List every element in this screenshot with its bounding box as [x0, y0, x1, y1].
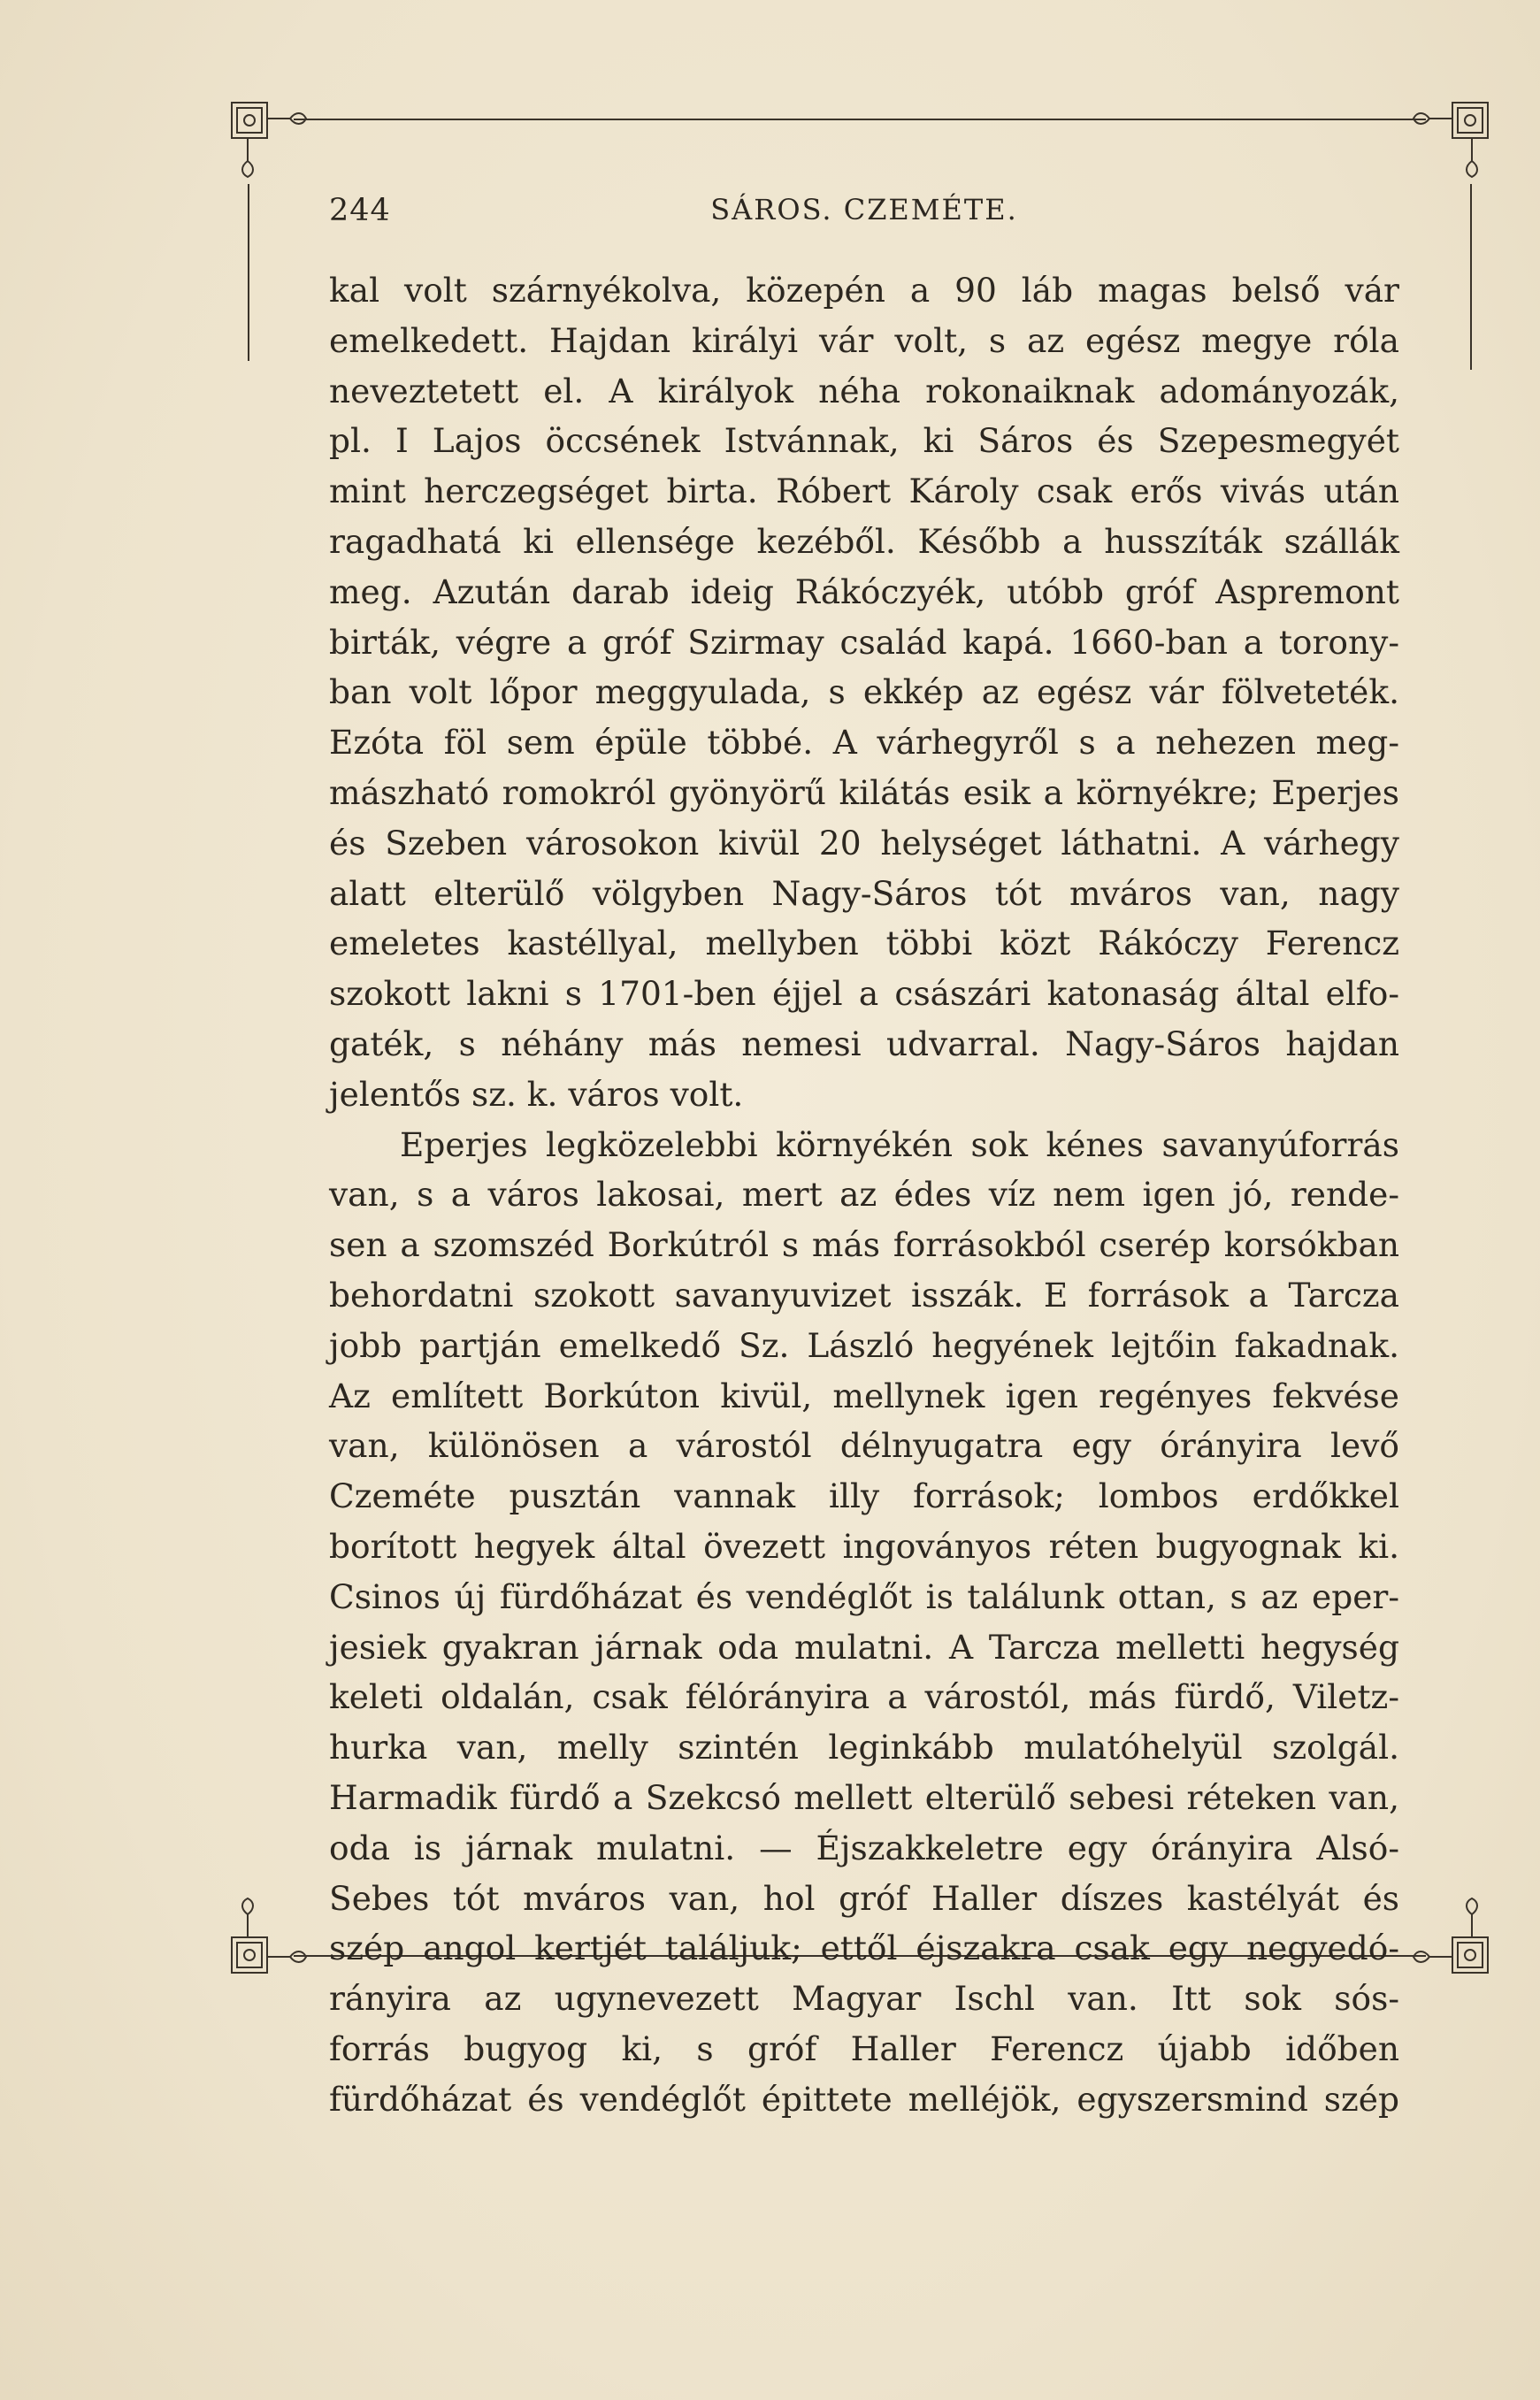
corner-ornament-icon: [1406, 99, 1491, 184]
page-header: [329, 193, 1399, 232]
running-title: SÁROS. CZEMÉTE.: [710, 193, 1018, 226]
text-line: sen a szomszéd Borkútról s más forrásokból cserép korsókban: [329, 1225, 1399, 1265]
text-line: ban volt lőpor meggyulada, s ekkép az egész vár fölveteték.: [329, 672, 1399, 712]
text-line: van, s a város lakosai, mert az édes víz nem igen jó, rende-: [329, 1175, 1399, 1215]
text-line: pl. I Lajos öccsének Istvánnak, ki Sáros és Szepesmegyét: [329, 421, 1399, 461]
page-number: 244: [329, 193, 391, 228]
text-line: gaték, s néhány más nemesi udvarral. Nagy-Sáros hajdan: [329, 1024, 1399, 1063]
text-line: jelentős sz. k. város volt.: [329, 1074, 744, 1114]
text-line: Sebes tót mváros van, hol gróf Haller díszes kastélyát és: [329, 1878, 1399, 1918]
text-line: Eperjes legközelebbi környékén sok kénes savanyúforrás: [400, 1124, 1399, 1164]
text-line: neveztetett el. A királyok néha rokonaiknak adományozák,: [329, 371, 1399, 410]
text-line: és Szeben városokon kivül 20 helységet láthatni. A várhegy: [329, 823, 1399, 863]
text-line: szokott lakni s 1701-ben éjjel a császári katonaság által elfo-: [329, 974, 1399, 1014]
frame-top-rule: [294, 119, 1426, 120]
text-line: emelkedett. Hajdan királyi vár volt, s az egész megye róla: [329, 320, 1399, 360]
text-line: meg. Azután darab ideig Rákóczyék, utóbb gróf Aspremont: [329, 571, 1399, 611]
text-line: mint herczegséget birta. Róbert Károly csak erős vivás után: [329, 472, 1399, 511]
text-line: szép angol kertjét találjuk; ettől éjszakra csak egy negyedó-: [329, 1928, 1399, 1968]
text-line: ragadhatá ki ellensége kezéből. Később a husszíták szállák: [329, 521, 1399, 561]
frame-left-rule-bottom: [248, 184, 249, 361]
text-line: van, különösen a várostól délnyugatra egy órányira levő: [329, 1426, 1399, 1466]
text-line: fürdőházat és vendéglőt épittete melléjök, egyszersmind szép: [329, 2079, 1399, 2119]
text-line: alatt elterülő völgyben Nagy-Sáros tót mváros van, nagy: [329, 873, 1399, 913]
text-line: kal volt szárnyékolva, közepén a 90 láb magas belső vár: [329, 271, 1399, 310]
corner-ornament-icon: [1406, 1891, 1491, 1976]
text-line: hurka van, melly szintén leginkább mulatóhelyül szolgál.: [329, 1728, 1399, 1767]
text-line: Harmadik fürdő a Szekcsó mellett elterülő sebesi réteken van,: [329, 1777, 1399, 1817]
corner-ornament-icon: [228, 1891, 313, 1976]
text-line: rányira az ugynevezett Magyar Ischl van. Itt sok sós-: [329, 1979, 1399, 2019]
text-line: oda is járnak mulatni. — Éjszakkeletre egy órányira Alsó-: [329, 1828, 1399, 1867]
text-line: behordatni szokott savanyuvizet isszák. E források a Tarcza: [329, 1275, 1399, 1315]
text-line: jobb partján emelkedő Sz. László hegyének lejtőin fakadnak.: [329, 1325, 1399, 1365]
text-line: Az említett Borkúton kivül, mellynek igen regényes fekvése: [329, 1376, 1399, 1415]
text-line: keleti oldalán, csak félórányira a várostól, más fürdő, Viletz-: [329, 1677, 1399, 1717]
corner-ornament-icon: [228, 99, 313, 184]
text-line: Csinos új fürdőházat és vendéglőt is találunk ottan, s az eper-: [329, 1576, 1399, 1616]
text-line: emeletes kastéllyal, mellyben többi közt Rákóczy Ferencz: [329, 924, 1399, 963]
text-line: jesiek gyakran járnak oda mulatni. A Tarcza melletti hegység: [329, 1627, 1399, 1667]
text-line: mászható romokról gyönyörű kilátás esik a környékre; Eperjes: [329, 772, 1399, 812]
body-text: [329, 265, 1399, 2124]
text-line: forrás bugyog ki, s gróf Haller Ferencz újabb időben: [329, 2028, 1399, 2068]
text-line: birták, végre a gróf Szirmay család kapá. 1660-ban a torony-: [329, 622, 1399, 662]
text-line: Ezóta föl sem épüle többé. A várhegyről s a nehezen meg-: [329, 723, 1399, 763]
text-line: Czeméte pusztán vannak illy források; lombos erdőkkel: [329, 1476, 1399, 1516]
frame-right-rule-bottom: [1470, 184, 1472, 334]
text-line: borított hegyek által övezett ingoványos réten bugyognak ki.: [329, 1526, 1399, 1566]
